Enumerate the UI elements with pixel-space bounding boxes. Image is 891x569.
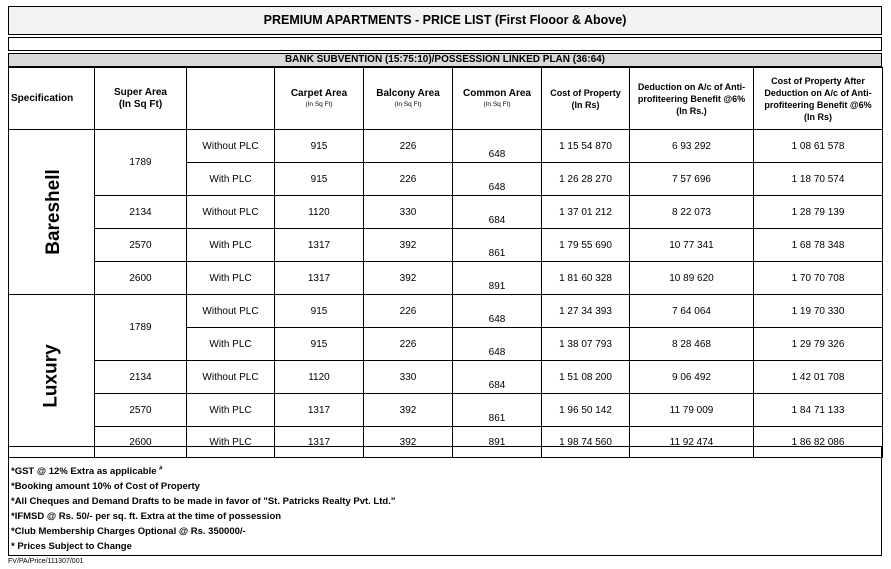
cost-cell: 1 51 08 200 xyxy=(542,361,630,394)
table-row xyxy=(9,196,883,229)
balcony-cell: 392 xyxy=(364,427,453,458)
super-area-cell: 2570 xyxy=(95,394,187,427)
carpet-cell: 1317 xyxy=(275,262,364,295)
header-carpet-area xyxy=(275,68,364,130)
table-row xyxy=(9,295,883,328)
deduction-cell: 9 06 492 xyxy=(630,361,754,394)
document-reference: FV/PA/Price/111307/001 xyxy=(8,558,84,565)
cost-cell: 1 81 60 328 xyxy=(542,262,630,295)
balcony-cell: 226 xyxy=(364,130,453,163)
super-area-cell: 2134 xyxy=(95,196,187,229)
plc-cell: Without PLC xyxy=(187,361,275,394)
balcony-cell: 226 xyxy=(364,163,453,196)
carpet-cell: 1317 xyxy=(275,394,364,427)
plc-cell: With PLC xyxy=(187,427,275,458)
note-gst-text: *GST @ 12% Extra as applicable xyxy=(11,466,157,478)
header-common-area-unit: (In Sq Ft) xyxy=(483,101,511,108)
note-prices: * Prices Subject to Change xyxy=(11,541,132,553)
plc-cell: With PLC xyxy=(187,262,275,295)
cost-cell: 1 15 54 870 xyxy=(542,130,630,163)
super-area-cell: 1789 xyxy=(95,130,187,196)
table-row xyxy=(9,394,883,427)
common-cell: 648 xyxy=(453,130,542,163)
table-row xyxy=(9,130,883,163)
spacer-row xyxy=(8,37,882,51)
common-cell: 861 xyxy=(453,229,542,262)
header-plc xyxy=(187,68,275,130)
carpet-cell: 1120 xyxy=(275,196,364,229)
cost-after-cell: 1 28 79 139 xyxy=(754,196,883,229)
table-row xyxy=(9,262,883,295)
header-deduction-label: Deduction on A/c of Anti-profiteering Benefit @6% xyxy=(637,81,746,104)
cost-after-cell: 1 70 70 708 xyxy=(754,262,883,295)
header-deduction xyxy=(630,68,754,130)
deduction-cell: 8 22 073 xyxy=(630,196,754,229)
carpet-cell: 915 xyxy=(275,328,364,361)
plc-cell: Without PLC xyxy=(187,196,275,229)
balcony-cell: 226 xyxy=(364,295,453,328)
super-area-cell: 2600 xyxy=(95,262,187,295)
cost-after-cell: 1 42 01 708 xyxy=(754,361,883,394)
carpet-cell: 1120 xyxy=(275,361,364,394)
cost-cell: 1 37 01 212 xyxy=(542,196,630,229)
cost-after-cell: 1 19 70 330 xyxy=(754,295,883,328)
cost-after-cell: 1 29 79 326 xyxy=(754,328,883,361)
note-gst-mark: # xyxy=(159,466,163,472)
carpet-cell: 1317 xyxy=(275,427,364,458)
header-cost xyxy=(542,68,630,130)
cost-cell: 1 27 34 393 xyxy=(542,295,630,328)
payment-plan-header: BANK SUBVENTION (15:75:10)/POSSESSION LINKED PLAN (36:64) xyxy=(8,53,882,67)
cost-cell: 1 26 28 270 xyxy=(542,163,630,196)
cost-after-cell: 1 86 82 086 xyxy=(754,427,883,458)
header-cost-label: Cost of Property xyxy=(550,87,621,98)
header-cost-unit: (In Rs) xyxy=(571,99,600,110)
deduction-cell: 11 79 009 xyxy=(630,394,754,427)
balcony-cell: 330 xyxy=(364,361,453,394)
header-common-area xyxy=(453,68,542,130)
category-label: Luxury xyxy=(40,344,62,408)
category-luxury xyxy=(9,295,95,458)
header-cost-after-unit: (In Rs) xyxy=(804,111,832,122)
deduction-cell: 10 89 620 xyxy=(630,262,754,295)
note-club: *Club Membership Charges Optional @ Rs. 350000/- xyxy=(11,526,246,538)
header-carpet-area-label: Carpet Area xyxy=(290,88,348,99)
common-cell: 684 xyxy=(453,196,542,229)
price-table xyxy=(8,67,883,458)
carpet-cell: 915 xyxy=(275,295,364,328)
plc-cell: With PLC xyxy=(187,328,275,361)
common-cell: 861 xyxy=(453,394,542,427)
deduction-cell: 11 92 474 xyxy=(630,427,754,458)
note-ifmsd: *IFMSD @ Rs. 50/- per sq. ft. Extra at the time of possession xyxy=(11,511,282,523)
table-header-row xyxy=(9,68,883,130)
common-cell: 891 xyxy=(453,262,542,295)
carpet-cell: 1317 xyxy=(275,229,364,262)
plc-cell: Without PLC xyxy=(187,295,275,328)
cost-after-cell: 1 08 61 578 xyxy=(754,130,883,163)
category-label: Bareshell xyxy=(42,169,64,255)
super-area-cell: 2134 xyxy=(95,361,187,394)
balcony-cell: 392 xyxy=(364,394,453,427)
cost-cell: 1 38 07 793 xyxy=(542,328,630,361)
header-cost-after xyxy=(754,68,883,130)
super-area-cell: 2600 xyxy=(95,427,187,458)
cost-after-cell: 1 84 71 133 xyxy=(754,394,883,427)
plc-cell: Without PLC xyxy=(187,130,275,163)
note-cheques: *All Cheques and Demand Drafts to be made in favor of "St. Patricks Realty Pvt. Ltd." xyxy=(11,496,396,508)
header-balcony-area xyxy=(364,68,453,130)
category-bareshell xyxy=(9,130,95,295)
cost-cell: 1 79 55 690 xyxy=(542,229,630,262)
cost-cell: 1 98 74 560 xyxy=(542,427,630,458)
table-row xyxy=(9,229,883,262)
balcony-cell: 226 xyxy=(364,328,453,361)
cost-cell: 1 96 50 142 xyxy=(542,394,630,427)
cost-after-cell: 1 68 78 348 xyxy=(754,229,883,262)
common-cell: 648 xyxy=(453,295,542,328)
common-cell: 648 xyxy=(453,163,542,196)
header-balcony-area-label: Balcony Area xyxy=(376,88,440,99)
header-deduction-unit: (In Rs.) xyxy=(676,105,707,116)
carpet-cell: 915 xyxy=(275,163,364,196)
plc-cell: With PLC xyxy=(187,394,275,427)
plc-cell: With PLC xyxy=(187,163,275,196)
header-carpet-area-unit: (In Sq Ft) xyxy=(305,101,333,108)
header-super-area-label: Super Area xyxy=(114,86,167,98)
carpet-cell: 915 xyxy=(275,130,364,163)
deduction-cell: 7 57 696 xyxy=(630,163,754,196)
deduction-cell: 10 77 341 xyxy=(630,229,754,262)
header-common-area-label: Common Area xyxy=(463,88,531,99)
common-cell: 891 xyxy=(453,427,542,458)
balcony-cell: 330 xyxy=(364,196,453,229)
header-super-area xyxy=(95,68,187,130)
note-gst xyxy=(11,462,881,479)
deduction-cell: 6 93 292 xyxy=(630,130,754,163)
page-title: PREMIUM APARTMENTS - PRICE LIST (First Flooor & Above) xyxy=(8,6,882,35)
deduction-cell: 7 64 064 xyxy=(630,295,754,328)
super-area-cell: 2570 xyxy=(95,229,187,262)
common-cell: 684 xyxy=(453,361,542,394)
note-booking: *Booking amount 10% of Cost of Property xyxy=(11,481,200,493)
balcony-cell: 392 xyxy=(364,229,453,262)
header-super-area-unit: (In Sq Ft) xyxy=(118,98,163,110)
header-balcony-area-unit: (In Sq Ft) xyxy=(394,101,422,108)
header-specification: Specification xyxy=(9,68,95,130)
deduction-cell: 8 28 468 xyxy=(630,328,754,361)
table-row xyxy=(9,361,883,394)
plc-cell: With PLC xyxy=(187,229,275,262)
super-area-cell: 1789 xyxy=(95,295,187,361)
balcony-cell: 392 xyxy=(364,262,453,295)
cost-after-cell: 1 18 70 574 xyxy=(754,163,883,196)
common-cell: 648 xyxy=(453,328,542,361)
header-cost-after-label: Cost of Property After Deduction on A/c of Anti-profiteering Benefit @6% xyxy=(764,75,872,110)
terms-notes xyxy=(8,446,882,556)
